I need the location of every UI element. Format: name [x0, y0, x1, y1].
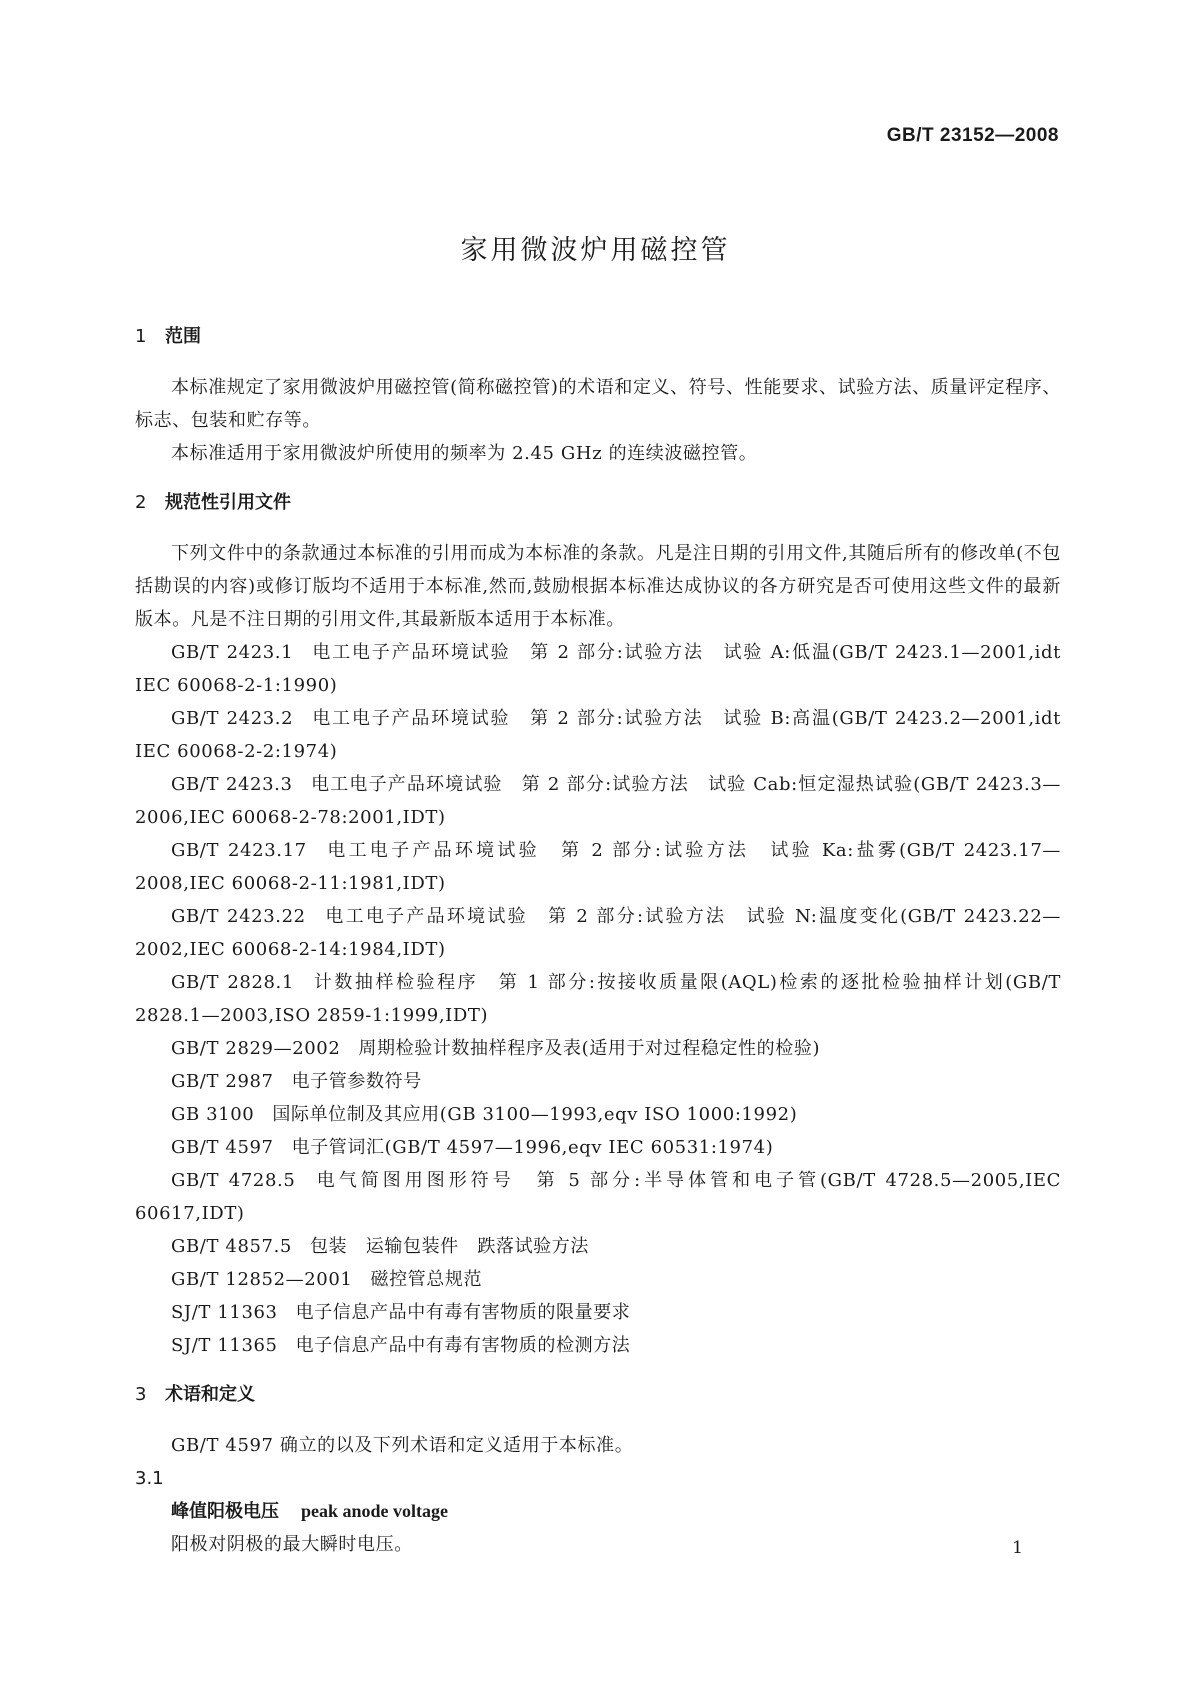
reference-code: GB/T 2423.2 — [171, 708, 294, 729]
reference-item — [135, 636, 1061, 702]
document-body — [135, 320, 1061, 1561]
reference-text: 电子管参数符号 — [291, 1071, 422, 1092]
reference-item — [135, 900, 1061, 966]
term-definition: 阳极对阴极的最大瞬时电压。 — [171, 1534, 413, 1555]
reference-text: 国际单位制及其应用(GB 3100—1993,eqv ISO 1000:1992) — [272, 1104, 798, 1125]
reference-code: GB/T 12852—2001 — [171, 1269, 353, 1290]
section-number: 1 — [135, 326, 147, 347]
reference-text: 电工电子产品环境试验 第 2 部分:试验方法 试验 B:高温(GB/T 2423.2—2001,idt IEC 60068-2-2:1974) — [135, 708, 1061, 762]
reference-text: 电工电子产品环境试验 第 2 部分:试验方法 试验 N:温度变化(GB/T 2423.22—2002,IEC 60068-2-14:1984,IDT) — [135, 906, 1061, 960]
term-chinese: 峰值阳极电压 — [171, 1501, 279, 1522]
section-title: 规范性引用文件 — [165, 492, 291, 513]
reference-code: GB/T 2423.17 — [171, 840, 307, 861]
section-number: 2 — [135, 492, 147, 513]
document-title: 家用微波炉用磁控管 — [460, 235, 731, 266]
reference-code: GB/T 2828.1 — [171, 972, 294, 993]
scope-paragraph-1: 本标准规定了家用微波炉用磁控管(简称磁控管)的术语和定义、符号、性能要求、试验方法、质量评定程序、标志、包装和贮存等。 — [135, 377, 1061, 431]
terms-intro: GB/T 4597 确立的以及下列术语和定义适用于本标准。 — [171, 1435, 634, 1456]
section-2-heading — [135, 486, 1061, 519]
references-intro: 下列文件中的条款通过本标准的引用而成为本标准的条款。凡是注日期的引用文件,其随后所有的修改单(不包括勘误的内容)或修订版均不适用于本标准,然而,鼓励根据本标准达成协议的各方研究是否可使用这些文件的最新版本。凡是不注日期的引用文件,其最新版本适用于本标准。 — [135, 543, 1061, 630]
section-number: 3 — [135, 1384, 147, 1405]
reference-item — [135, 1329, 1061, 1362]
reference-code: GB/T 2423.3 — [171, 774, 293, 795]
standard-number: GB/T 23152—2008 — [886, 125, 1059, 146]
section-title: 范围 — [165, 326, 201, 347]
reference-code: SJ/T 11363 — [171, 1302, 278, 1323]
reference-code: GB/T 2829—2002 — [171, 1038, 341, 1059]
term-entry — [135, 1495, 1061, 1528]
section-3-heading — [135, 1378, 1061, 1411]
reference-text: 电工电子产品环境试验 第 2 部分:试验方法 试验 Cab:恒定湿热试验(GB/T 2423.3—2006,IEC 60068-2-78:2001,IDT) — [135, 774, 1062, 828]
reference-item — [135, 702, 1061, 768]
reference-item — [135, 1131, 1061, 1164]
reference-text: 电工电子产品环境试验 第 2 部分:试验方法 试验 A:低温(GB/T 2423.1—2001,idt IEC 60068-2-1:1990) — [135, 642, 1061, 696]
reference-text: 计数抽样检验程序 第 1 部分:按接收质量限(AQL)检索的逐批检验抽样计划(GB/T 2828.1—2003,ISO 2859-1:1999,IDT) — [135, 972, 1061, 1026]
reference-text: 电子信息产品中有毒有害物质的检测方法 — [295, 1335, 631, 1356]
reference-text: 包装 运输包装件 跌落试验方法 — [309, 1236, 589, 1257]
reference-item — [135, 1065, 1061, 1098]
reference-code: GB/T 2423.22 — [171, 906, 306, 927]
reference-code: GB/T 2423.1 — [171, 642, 294, 663]
reference-code: GB/T 4597 — [171, 1137, 274, 1158]
reference-item — [135, 1230, 1061, 1263]
reference-text: 电气简图用图形符号 第 5 部分:半导体管和电子管(GB/T 4728.5—2005,IEC 60617,IDT) — [135, 1170, 1061, 1224]
reference-text: 周期检验计数抽样程序及表(适用于对过程稳定性的检验) — [358, 1038, 821, 1059]
reference-code: GB 3100 — [171, 1104, 255, 1125]
reference-text: 磁控管总规范 — [370, 1269, 483, 1290]
page-number: 1 — [1012, 1538, 1023, 1558]
reference-item — [135, 1263, 1061, 1296]
reference-item — [135, 768, 1061, 834]
reference-item — [135, 1032, 1061, 1065]
reference-item — [135, 1098, 1061, 1131]
section-title: 术语和定义 — [165, 1384, 255, 1405]
reference-code: GB/T 2987 — [171, 1071, 274, 1092]
reference-item — [135, 966, 1061, 1032]
reference-code: GB/T 4728.5 — [171, 1170, 296, 1191]
reference-item — [135, 834, 1061, 900]
scope-paragraph-2: 本标准适用于家用微波炉所使用的频率为 2.45 GHz 的连续波磁控管。 — [171, 443, 758, 464]
reference-code: SJ/T 11365 — [171, 1335, 278, 1356]
reference-text: 电子信息产品中有毒有害物质的限量要求 — [295, 1302, 631, 1323]
reference-item — [135, 1296, 1061, 1329]
reference-code: GB/T 4857.5 — [171, 1236, 292, 1257]
section-1-heading — [135, 320, 1061, 353]
reference-text: 电工电子产品环境试验 第 2 部分:试验方法 试验 Ka:盐雾(GB/T 2423.17—2008,IEC 60068-2-11:1981,IDT) — [135, 840, 1061, 894]
term-english: peak anode voltage — [301, 1501, 449, 1521]
term-number: 3.1 — [135, 1468, 164, 1489]
reference-text: 电子管词汇(GB/T 4597—1996,eqv IEC 60531:1974) — [291, 1137, 774, 1158]
reference-item — [135, 1164, 1061, 1230]
